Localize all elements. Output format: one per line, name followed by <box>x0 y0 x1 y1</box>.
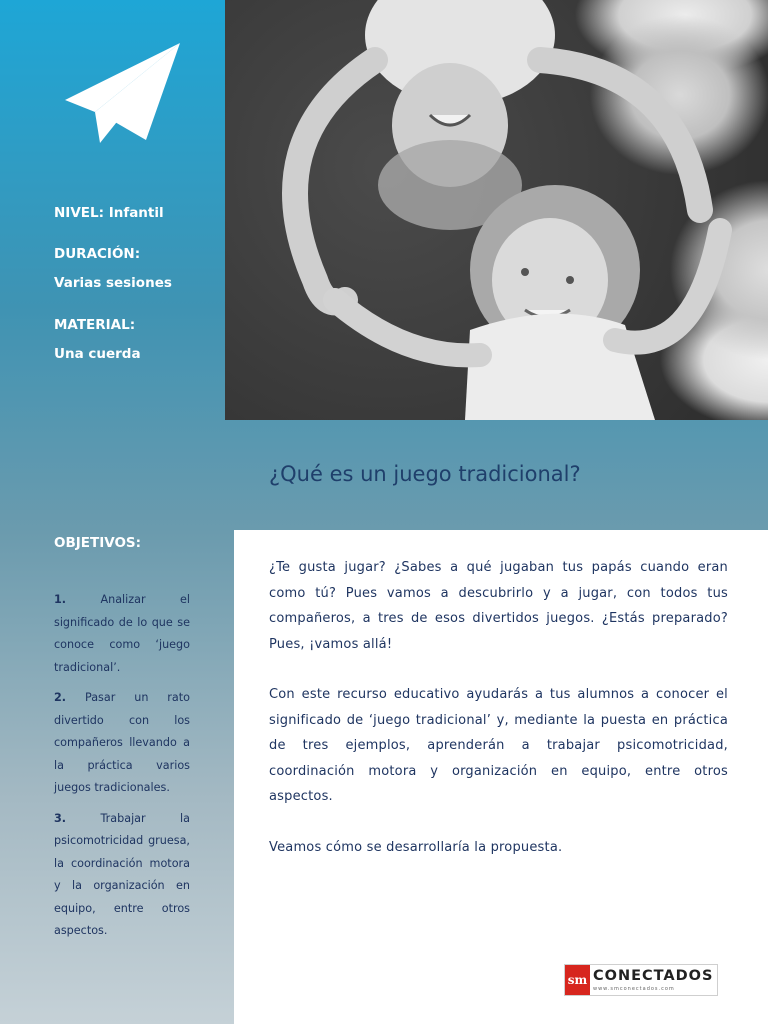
objetivo-item <box>54 687 190 800</box>
objetivo-text: Analizar el significado de lo que se conoce como ‘juego tradicional’. <box>54 593 190 674</box>
nivel-info: NIVEL: Infantil <box>54 205 164 221</box>
objetivo-text: Trabajar la psicomotricidad gruesa, la coordinación motora y la organización en equipo, entre otros aspectos. <box>54 811 191 937</box>
material-label: MATERIAL: <box>54 317 136 333</box>
objetivo-number: 1. <box>54 593 67 606</box>
logo-wordmark: CONECTADOS <box>593 968 714 984</box>
main-content-panel <box>234 530 768 1024</box>
intro-paragraph: ¿Te gusta jugar? ¿Sabes a qué jugaban tus papás cuando eran como tú? Pues vamos a descubrirlo y a jugar, con todos tus compañeros, a tres de esos divertidos juegos. ¿Estás preparado? Pues, ¡vamos allá! <box>269 560 728 652</box>
sm-logo-mark: sm <box>565 965 590 995</box>
description-paragraph: Con este recurso educativo ayudarás a tus alumnos a conocer el significado de ‘juego tradicional’ y, mediante la puesta en práctica de tres ejemplos, aprenderán a trabajar psicomotricidad, coordinación motora y organización en equipo, entre otros aspectos. <box>269 687 728 804</box>
objetivo-number: 3. <box>54 811 67 825</box>
objetivo-number: 2. <box>54 691 67 704</box>
duracion-value: Varias sesiones <box>54 275 172 291</box>
duracion-label: DURACIÓN: <box>54 246 141 262</box>
logo-url: www.smconectados.com <box>593 986 675 992</box>
material-value: Una cuerda <box>54 346 141 362</box>
closing-paragraph: Veamos cómo se desarrollaría la propuesta. <box>269 839 563 855</box>
children-photo <box>225 0 768 420</box>
paper-plane-icon <box>60 40 185 145</box>
objetivos-list <box>54 589 190 951</box>
objetivos-title: OBJETIVOS: <box>54 535 142 551</box>
conectados-logo <box>564 964 718 996</box>
objetivo-item <box>54 808 190 943</box>
objetivo-item <box>54 589 190 679</box>
objetivo-text: Pasar un rato divertido con los compañeros llevando a la práctica varios juegos tradicionales. <box>54 691 190 794</box>
body-text <box>269 555 728 885</box>
section-heading: ¿Qué es un juego tradicional? <box>269 462 581 486</box>
